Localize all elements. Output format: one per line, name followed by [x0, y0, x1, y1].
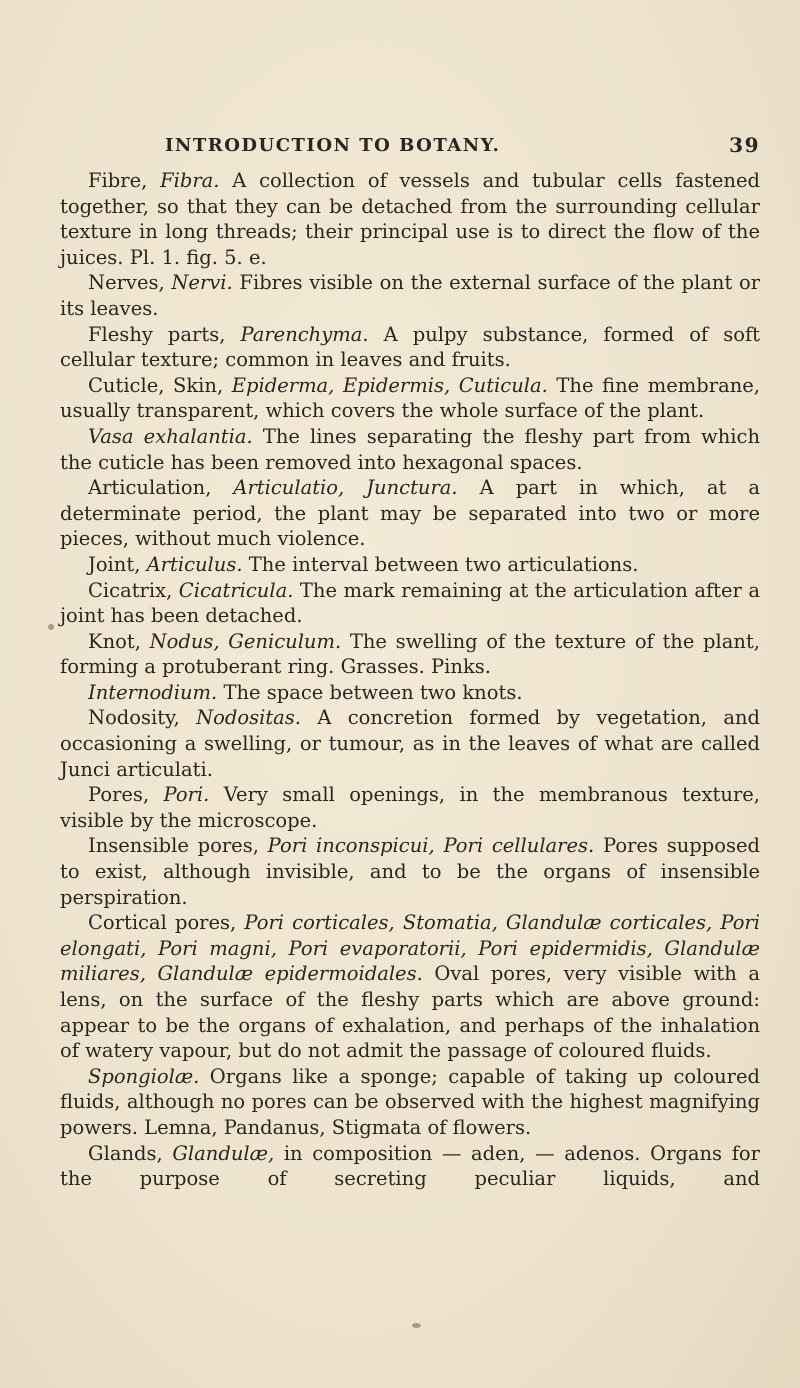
running-title: INTRODUCTION TO BOTANY. [165, 135, 501, 156]
entry-latin: Spongiolæ. [88, 1064, 200, 1088]
entry-latin: Nodositas. [196, 706, 301, 730]
entry-latin: Articulus. [146, 552, 243, 576]
entry-nodosity [60, 705, 760, 782]
entry-text: Fibres visible on the external surface of the plant or its leaves. [60, 271, 761, 320]
entry-term: Fleshy parts, [88, 322, 226, 346]
entry-term: Nerves, [88, 271, 165, 295]
entry-latin: Vasa exhalantia. [88, 424, 253, 448]
entry-knot [60, 629, 760, 680]
entry-term: Cortical pores, [88, 911, 237, 935]
entry-latin: Epiderma, Epidermis, Cuticula. [231, 373, 548, 397]
entry-text: A concretion formed by vegetation, and occasioning a swelling, or tumour, as in the leaves of what are called Junci articulati. [60, 706, 760, 781]
entry-cicatrix [60, 578, 760, 629]
entry-term: Joint, [88, 552, 141, 576]
entry-cuticle [60, 373, 760, 424]
entry-latin: Nervi. [171, 271, 233, 295]
entry-nerves [60, 270, 760, 321]
entry-term: Cicatrix, [88, 578, 173, 602]
entry-pores [60, 782, 760, 833]
entry-term: Pores, [88, 783, 150, 807]
paper-blemish [412, 1323, 421, 1328]
entry-latin: Fibra. [160, 169, 220, 192]
entry-latin: Parenchyma. [240, 322, 369, 346]
entry-text: The swelling of the texture of the plant, forming a protuberant ring. Grasses. Pinks. [60, 629, 760, 679]
paper-blemish [48, 624, 54, 630]
entry-latin: Pori corticales, Stomatia, Glandulæ corticales, Pori elongati, Pori magni, Pori evaporatorii, Pori epidermidis, Glandulæ miliares, Glandulæ epidermoidales. [60, 911, 760, 986]
entry-latin: Glandulæ, [172, 1141, 275, 1165]
entry-text: Oval pores, very visible with a lens, on the surface of the fleshy parts which are above ground: appear to be the organs of exhalation, and perhaps of the inhalation of watery vapour, but do not admit the passage of coloured fluids. [60, 962, 761, 1063]
entry-term: Insensible pores, [88, 834, 259, 858]
entry-term: Nodosity, [88, 706, 180, 730]
body-text [60, 168, 760, 1192]
entry-term: Articulation, [88, 476, 212, 500]
entry-joint [60, 552, 760, 578]
entry-spongiolae [60, 1064, 760, 1141]
entry-latin: Pori. [163, 783, 210, 807]
entry-articulation [60, 475, 760, 552]
entry-cortical-pores [60, 910, 760, 1064]
entry-insensible-pores [60, 833, 760, 910]
entry-term: Fibre, [88, 169, 148, 192]
entry-glands [60, 1141, 760, 1192]
entry-latin: Nodus, Geniculum. [149, 629, 342, 653]
entry-text: A pulpy substance, formed of soft cellular texture; common in leaves and fruits. [60, 322, 761, 372]
entry-latin: Articulatio, Junctura. [233, 476, 458, 500]
entry-term: Glands, [88, 1141, 163, 1165]
entry-text: The fine membrane, usually transparent, which covers the whole surface of the plant. [60, 373, 761, 423]
entry-text: Very small openings, in the membranous texture, visible by the microscope. [60, 783, 761, 832]
entry-term: Cuticle, Skin, [88, 373, 224, 397]
entry-latin: Cicatricula. [178, 578, 294, 602]
entry-fibre [60, 168, 760, 270]
entry-text: A part in which, at a determinate period, the plant may be separated into two or more pieces, without much violence. [60, 476, 760, 551]
entry-vasa-exhalantia [60, 424, 760, 475]
entry-text: The interval between two articulations. [248, 552, 639, 576]
entry-latin: Pori inconspicui, Pori cellulares. [267, 834, 595, 858]
entry-text: Organs like a sponge; capable of taking up coloured fluids, although no pores can be observed with the highest magnifying powers. Lemna, Pandanus, Stigmata of flowers. [60, 1064, 760, 1139]
entry-term: Knot, [88, 629, 141, 653]
entry-text: A collection of vessels and tubular cells fastened together, so that they can be detached from the surrounding cellular texture in long threads; their principal use is to direct the flow of the juices. Pl. 1. fig. 5. e. [60, 169, 760, 269]
entry-text: The space between two knots. [223, 680, 523, 704]
entry-text: Pores supposed to exist, although invisible, and to be the organs of insensible perspiration. [60, 834, 761, 909]
entry-internodium [60, 680, 760, 706]
entry-text: The lines separating the fleshy part from which the cuticle has been removed into hexagonal spaces. [60, 424, 761, 474]
entry-fleshy-parts [60, 322, 760, 373]
page-number: 39 [729, 133, 760, 157]
entry-latin: Internodium. [88, 680, 218, 704]
entry-text: in composition — aden, — adenos. Organs for the purpose of secreting peculiar liquids, and [60, 1141, 760, 1191]
entry-text: The mark remaining at the articulation after a joint has been detached. [60, 578, 760, 628]
